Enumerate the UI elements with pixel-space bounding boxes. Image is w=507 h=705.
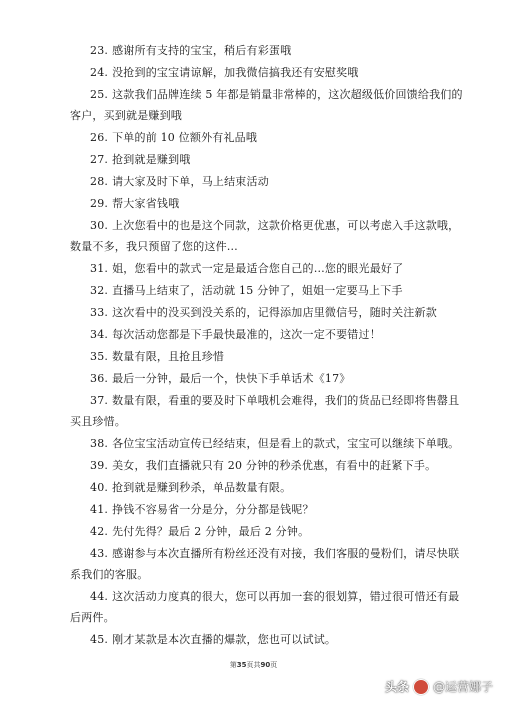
item-number: 30. [90, 219, 109, 232]
item-text: 挣钱不容易省一分是分，分分都是钱呢？ [112, 503, 314, 516]
list-item [70, 433, 470, 454]
item-number: 28. [90, 175, 109, 188]
item-text: 感谢参与本次直播所有粉丝还没有对接，我们客服的曼粉们，请尽快联系我们的客服。 [70, 547, 460, 581]
item-number: 37. [90, 394, 109, 407]
item-number: 35. [90, 350, 109, 363]
item-number: 38. [90, 437, 109, 450]
watermark-brand: 头条 [384, 680, 409, 694]
item-number: 43. [90, 547, 109, 560]
item-number: 42. [90, 525, 109, 538]
item-number: 32. [90, 284, 109, 297]
list-item [70, 171, 470, 192]
list-item [70, 586, 470, 628]
item-text: 美女，我们直播就只有 20 分钟的秒杀优惠，有看中的赶紧下手。 [112, 459, 437, 472]
list-item [70, 127, 470, 148]
list-item [70, 40, 470, 61]
list-item [70, 390, 470, 432]
list-item [70, 521, 470, 542]
footer-prefix: 第 [229, 661, 237, 669]
item-number: 34. [90, 328, 109, 341]
footer-middle: 页共 [246, 661, 261, 669]
item-number: 36. [90, 372, 109, 385]
item-text: 抢到就是赚到秒杀，单品数量有限。 [112, 481, 292, 494]
item-text: 数量有限，且抢且珍惜 [112, 350, 225, 363]
item-number: 39. [90, 459, 109, 472]
item-number: 23. [90, 44, 109, 57]
list-item [70, 62, 470, 83]
item-text: 没抢到的宝宝请谅解，加我微信搞我还有安慰奖哦 [112, 66, 359, 79]
item-text: 每次活动您都是下手最快最准的，这次一定不要错过！ [112, 328, 381, 341]
list-item [70, 193, 470, 214]
item-number: 29. [90, 197, 109, 210]
item-text: 姐，您看中的款式一定是最适合您自己的…您的眼光最好了 [112, 262, 404, 275]
item-text: 先付先得？最后 2 分钟，最后 2 分钟。 [112, 525, 310, 538]
item-number: 31. [90, 262, 109, 275]
item-number: 41. [90, 503, 109, 516]
item-text: 请大家及时下单，马上结束活动 [112, 175, 269, 188]
item-text: 感谢所有支持的宝宝，稍后有彩蛋哦 [112, 44, 292, 57]
item-text: 帮大家省钱哦 [112, 197, 180, 210]
list-item [70, 368, 470, 389]
script-list [70, 40, 470, 651]
item-number: 33. [90, 306, 109, 319]
list-item [70, 280, 470, 301]
item-text: 最后一分钟，最后一个，快快下手单话术《17》 [112, 372, 351, 385]
watermark-handle: @运营娜子 [432, 680, 493, 694]
list-item [70, 629, 470, 650]
list-item [70, 258, 470, 279]
item-text: 这款我们品牌连续 5 年都是销量非常棒的，这次超级低价回馈给我们的客户，买到就是赚到哦 [70, 88, 463, 122]
item-number: 25. [90, 88, 109, 101]
list-item [70, 149, 470, 170]
item-number: 40. [90, 481, 109, 494]
item-text: 这次活动力度真的很大，您可以再加一套的很划算，错过很可惜还有最后两件。 [70, 590, 460, 624]
list-item [70, 499, 470, 520]
footer-suffix: 页 [270, 661, 278, 669]
item-number: 24. [90, 66, 109, 79]
footer-page-number: 35 [236, 661, 247, 669]
list-item [70, 346, 470, 367]
item-number: 26. [90, 131, 109, 144]
page-footer [0, 660, 507, 670]
item-text: 刚才某款是本次直播的爆款，您也可以试试。 [112, 633, 337, 646]
watermark [385, 678, 493, 695]
list-item [70, 477, 470, 498]
item-number: 45. [90, 633, 109, 646]
item-text: 下单的前 10 位额外有礼品哦 [112, 131, 258, 144]
item-number: 44. [90, 590, 109, 603]
item-number: 27. [90, 153, 109, 166]
item-text: 数量有限，看重的要及时下单哦机会难得，我们的货品已经即将售罄且买且珍惜。 [70, 394, 460, 428]
list-item [70, 455, 470, 476]
footer-page-total: 90 [260, 661, 271, 669]
list-item [70, 324, 470, 345]
item-text: 各位宝宝活动宣传已经结束，但是看上的款式，宝宝可以继续下单哦。 [112, 437, 460, 450]
avatar-icon [413, 679, 429, 695]
item-text: 直播马上结束了，活动就 15 分钟了，姐姐一定要马上下手 [112, 284, 403, 297]
list-item [70, 84, 470, 126]
list-item [70, 543, 470, 585]
item-text: 上次您看中的也是这个同款，这款价格更优惠，可以考虑入手这款哦，数量不多，我只预留了您的这件… [70, 219, 460, 253]
list-item [70, 302, 470, 323]
list-item [70, 215, 470, 257]
item-text: 这次看中的没买到没关系的，记得添加店里微信号，随时关注新款 [112, 306, 437, 319]
item-text: 抢到就是赚到哦 [112, 153, 191, 166]
